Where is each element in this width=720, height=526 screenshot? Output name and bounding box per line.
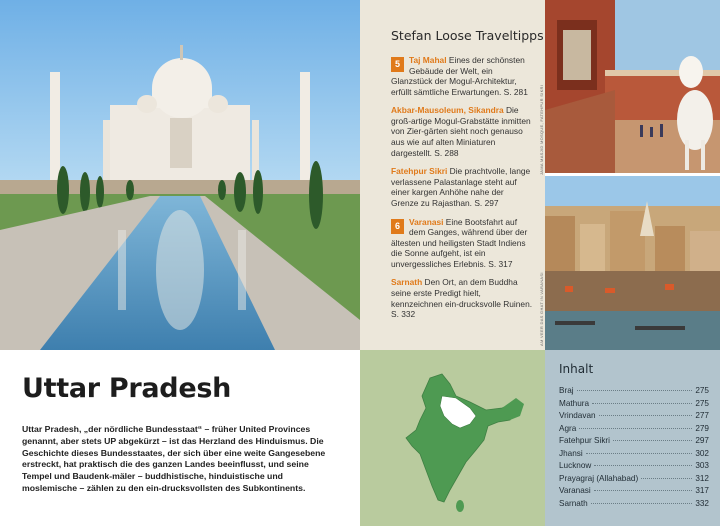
leader-dots [594,465,692,466]
contents-entry-name: Braj [559,386,574,395]
leader-dots [577,390,693,391]
varanasi-photo-credit: AM VEER DAS GHAT IN VARANASI [539,272,544,346]
fort-photo-credit: JAMA MASJID MOSQUE, FATEHPUR SIKRI [539,84,544,175]
contents-entry-name: Fatehpur Sikri [559,436,610,445]
tip-number-badge: 5 [391,57,404,72]
contents-entry[interactable] [559,424,709,437]
contents-entry[interactable] [559,449,709,462]
varanasi-photo [545,176,720,350]
contents-entry-page: 275 [695,398,709,408]
leader-dots [579,428,692,429]
contents-entry-page: 317 [695,486,709,495]
travel-tips-panel [360,0,545,350]
contents-title: Inhalt [559,362,594,376]
contents-entry-page: 279 [695,423,709,433]
tip-text: Eine Bootsfahrt auf dem Ganges, während über der ältesten und heiligsten Stadt Indiens die Sonne aufgeht, ist ein unvergessliches Erlebnis. S. 317 [391,216,528,269]
leader-dots [586,453,693,454]
intro-paragraph: Uttar Pradesh, „der nördliche Bundesstaat“ – früher United Provinces genannt, aber stets UP abgekürzt – ist das Herzland des Hinduismus. Die Geschichte dieses Bundesstaates, der sich über eine weite Gangesebene erstreckt, hat praktisch die des ganzen Landes beeinflusst, und seine Tempel und Baudenk-mäler – buddhistische, hinduistische und moslemische – zählen zu den ein-drucksvollsten des Subkontinents. [22,424,326,494]
contents-entry-name: Lucknow [559,461,592,470]
india-map-illustration [360,350,545,526]
contents-entry-page: 297 [695,436,709,445]
contents-entry-page: 303 [695,461,709,470]
tip-akbar-mausoleum [391,105,533,158]
sri-lanka-shape [456,500,464,512]
tip-fatehpur-sikri [391,166,533,208]
leader-dots [599,415,693,416]
varanasi-illustration [545,176,720,350]
fatehpur-sikri-photo [545,0,720,173]
fort-illustration [545,0,720,173]
taj-mahal-illustration [0,0,360,350]
leader-dots [641,478,692,479]
tip-text: Den Ort, an dem Buddha seine erste Predigt hielt, kennzeichnen ein-drucksvolle Ruinen. S. 332 [391,277,533,320]
contents-entry[interactable] [559,474,709,487]
contents-entry[interactable] [559,486,709,499]
tip-varanasi [391,217,533,270]
leader-dots [613,440,692,441]
contents-entry[interactable] [559,436,709,449]
travel-tips-title: Stefan Loose Traveltipps [391,28,544,43]
tip-name: Varanasi [409,216,444,227]
contents-entry-page: 312 [695,473,709,483]
contents-list [559,386,709,511]
tip-name: Taj Mahal [409,55,447,65]
contents-entry-name: Varanasi [559,486,591,495]
contents-entry-name: Sarnath [559,498,588,508]
tip-name: Sarnath [391,277,423,288]
tip-name: Akbar-Mausoleum, Sikandra [391,105,504,116]
contents-panel [545,350,720,526]
taj-mahal-photo [0,0,360,350]
contents-entry[interactable] [559,411,709,424]
contents-entry-page: 332 [695,498,709,508]
tip-text: Die prachtvolle, lange verlassene Palastanlage steht auf einer kargen Anhöhe nahe der Grenze zu Rajasthan. S. 297 [391,166,531,208]
leader-dots [591,503,693,504]
contents-entry-page: 275 [695,386,709,395]
contents-entry-name: Jhansi [559,448,583,458]
tip-name: Fatehpur Sikri [391,166,448,177]
india-land-shape [406,374,518,502]
india-locator-map [360,350,545,526]
contents-entry-name: Prayagraj (Allahabad) [559,473,639,483]
tip-number-badge: 6 [391,219,404,234]
tip-text: Die groß-artige Mogul-Grabstätte inmitten von Zier-gärten sieht noch genauso aus wie auf alten Miniaturen dargestellt. S. 288 [391,105,531,158]
leader-dots [592,403,692,404]
contents-entry[interactable] [559,399,709,412]
contents-entry-name: Vrindavan [559,411,596,420]
contents-entry[interactable] [559,461,709,474]
leader-dots [594,490,693,491]
contents-entry-name: Mathura [559,398,590,408]
contents-entry-page: 277 [695,411,709,420]
contents-entry-page: 302 [695,448,709,458]
contents-entry[interactable] [559,386,709,399]
tip-taj-mahal [391,55,533,97]
page-title: Uttar Pradesh [22,373,232,404]
contents-entry-name: Agra [559,423,577,433]
tip-sarnath [391,277,533,319]
tip-text: Eines der schönsten Gebäude der Welt, ein Glanzstück der Mogul-Architektur, erfüllt sämtliche Erwartungen. S. 281 [391,55,528,97]
contents-entry[interactable] [559,499,709,512]
